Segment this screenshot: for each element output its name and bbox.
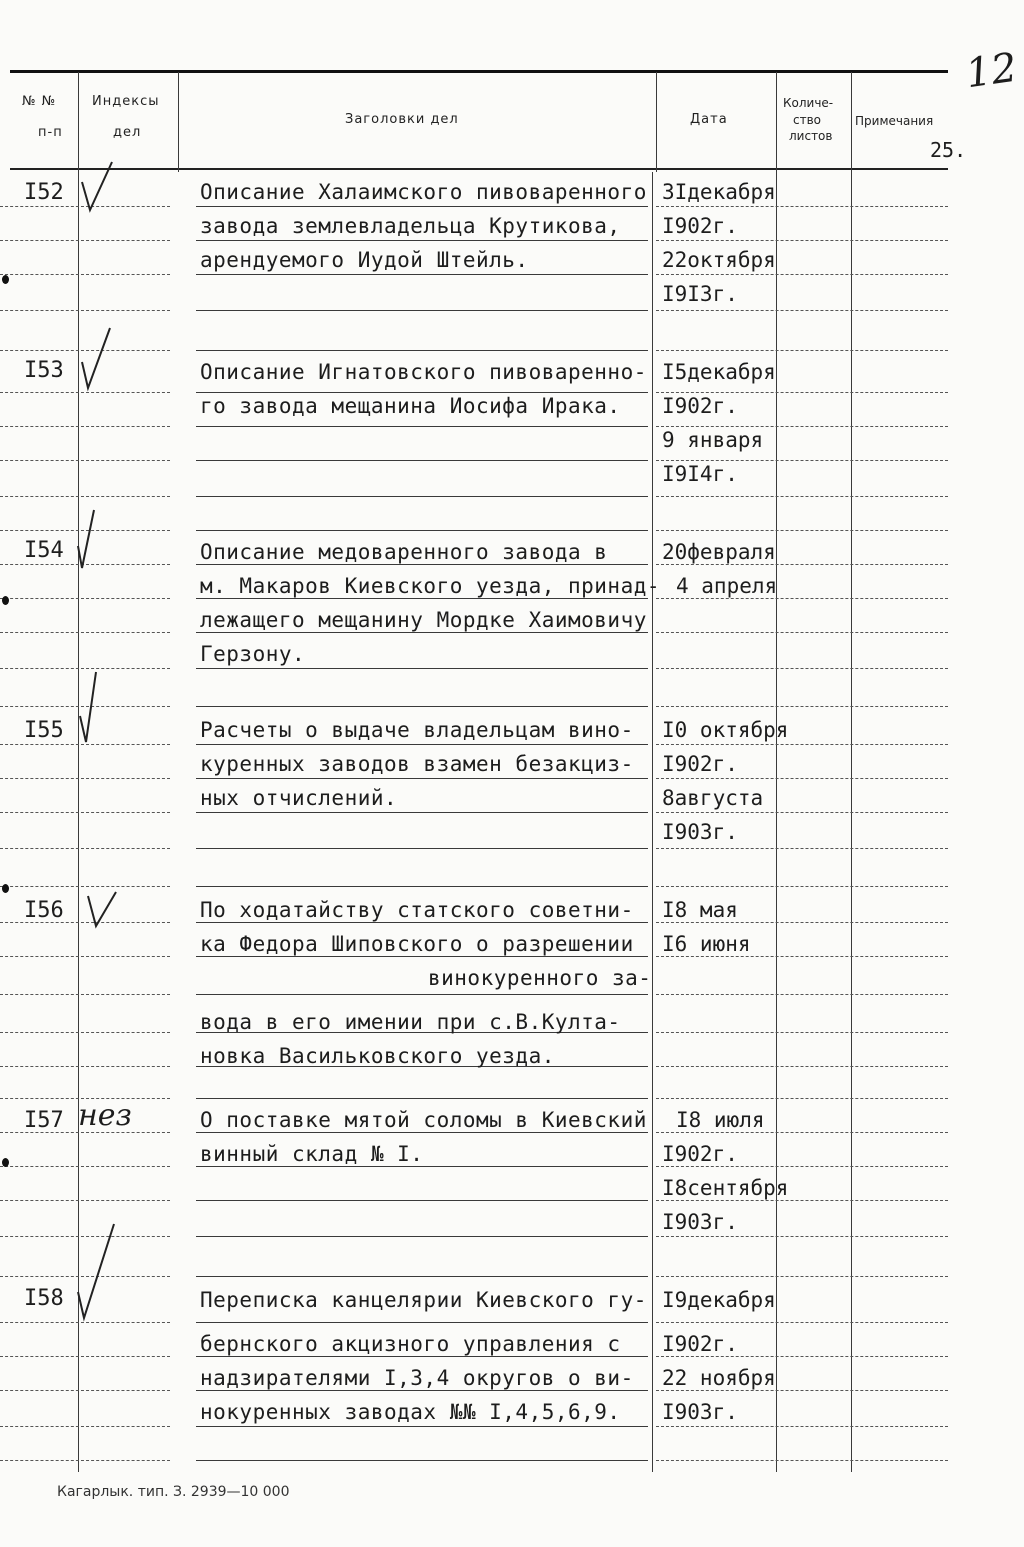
index-handwritten-mark: нез <box>78 1098 132 1133</box>
row-rule-margin <box>0 1066 170 1067</box>
entry-title-line: Расчеты о выдаче владельцам вино- <box>200 718 634 742</box>
header-num-line2: п-п <box>38 125 63 140</box>
row-rule-right <box>656 1460 948 1461</box>
row-rule-margin <box>0 1322 170 1323</box>
entry-title-line: нокуренных заводах №№ I,4,5,6,9. <box>200 1400 621 1424</box>
row-rule-right <box>656 598 948 599</box>
row-rule <box>196 922 648 923</box>
row-rule-right <box>656 1356 948 1357</box>
row-rule-right <box>656 1390 948 1391</box>
entry-date: 3Iдекабря <box>662 180 776 204</box>
row-rule-margin <box>0 956 170 957</box>
row-rule-right <box>656 496 948 497</box>
entry-date: I903г. <box>662 820 738 844</box>
entry-title-line: ных отчислений. <box>200 786 398 810</box>
row-rule <box>196 1276 648 1277</box>
row-rule <box>196 392 648 393</box>
top-rule <box>10 70 948 73</box>
row-rule-right <box>656 240 948 241</box>
entry-date: I0 октября <box>662 718 789 742</box>
margin-mark <box>2 884 9 893</box>
row-rule-right <box>656 1032 948 1033</box>
checkmark-icon <box>78 160 118 220</box>
row-rule <box>196 1236 648 1237</box>
row-rule <box>196 1132 648 1133</box>
entry-date: I903г. <box>662 1400 738 1424</box>
row-rule-margin <box>0 274 170 275</box>
entry-date: I902г. <box>662 394 738 418</box>
row-rule <box>196 460 648 461</box>
row-rule-margin <box>0 778 170 779</box>
entry-title-line: Описание медоваренного завода в <box>200 540 608 564</box>
row-rule-right <box>656 1426 948 1427</box>
entry-date: I902г. <box>662 1142 738 1166</box>
entry-date: I8 июля <box>676 1108 765 1132</box>
row-rule-right <box>656 1098 948 1099</box>
margin-mark <box>2 596 9 605</box>
row-rule <box>196 564 648 565</box>
row-rule-margin <box>0 240 170 241</box>
row-rule-right <box>656 668 948 669</box>
page-number: 12 <box>963 44 1020 98</box>
column-line-title <box>652 172 653 1472</box>
row-rule-right <box>656 1166 948 1167</box>
checkmark-icon <box>78 326 118 394</box>
column-line-index-header <box>178 72 179 172</box>
row-rule <box>196 1426 648 1427</box>
entry-title-line: завода землевладельца Крутикова, <box>200 214 621 238</box>
row-rule-margin <box>0 496 170 497</box>
row-rule <box>196 706 648 707</box>
row-rule <box>196 1166 648 1167</box>
entry-title-line: вода в его имении при с.В.Култа- <box>200 1010 621 1034</box>
entry-date: I5декабря <box>662 360 776 384</box>
entry-title-line: м. Макаров Киевского уезда, принад- <box>200 574 661 598</box>
entry-title-line: надзирателями I,3,4 округов о ви- <box>200 1366 634 1390</box>
row-rule <box>196 1200 648 1201</box>
entry-date: I903г. <box>662 1210 738 1234</box>
row-rule-right <box>656 426 948 427</box>
row-rule-margin <box>0 994 170 995</box>
row-rule-right <box>656 350 948 351</box>
entry-title-line: О поставке мятой соломы в Киевский <box>200 1108 647 1132</box>
row-rule <box>196 812 648 813</box>
column-line-title-header <box>656 72 657 172</box>
row-rule-margin <box>0 426 170 427</box>
row-rule-right <box>656 744 948 745</box>
entry-title-line: куренных заводов взамен безакциз- <box>200 752 634 776</box>
header-index-line1: Индексы <box>92 94 160 109</box>
row-rule <box>196 426 648 427</box>
entry-date: I6 июня <box>662 932 751 956</box>
row-rule-margin <box>0 1166 170 1167</box>
row-rule-right <box>656 778 948 779</box>
row-rule-right <box>656 956 948 957</box>
entry-title-line: Герзону. <box>200 642 306 666</box>
entry-date: I9декабря <box>662 1288 776 1312</box>
entry-date: 22 ноября <box>662 1366 776 1390</box>
row-rule-margin <box>0 1356 170 1357</box>
entry-title-line: Описание Халаимского пивоваренного <box>200 180 647 204</box>
entry-title-line: лежащего мещанину Мордке Хаимовичу <box>200 608 647 632</box>
entry-title-line: винокуренного за- <box>428 966 652 990</box>
row-rule-margin <box>0 668 170 669</box>
row-rule-margin <box>0 1390 170 1391</box>
row-rule-right <box>656 1132 948 1133</box>
page-subnumber: 25. <box>930 138 967 162</box>
row-rule-margin <box>0 886 170 887</box>
row-rule-right <box>656 206 948 207</box>
row-rule <box>196 744 648 745</box>
entry-date: I902г. <box>662 214 738 238</box>
entry-date: I8сентября <box>662 1176 789 1200</box>
header-title: Заголовки дел <box>345 112 459 127</box>
row-rule-right <box>656 886 948 887</box>
row-rule-right <box>656 812 948 813</box>
checkmark-icon <box>74 508 114 574</box>
header-notes: Примечания <box>855 114 934 128</box>
header-count-line2: ство <box>793 113 822 127</box>
entry-title-line: бернского акцизного управления с <box>200 1332 621 1356</box>
entry-title-line: винный склад № I. <box>200 1142 424 1166</box>
row-rule <box>196 496 648 497</box>
row-rule-right <box>656 706 948 707</box>
row-rule-margin <box>0 310 170 311</box>
header-count-line3: листов <box>789 129 833 143</box>
row-rule-right <box>656 1066 948 1067</box>
entry-number: I58 <box>24 1286 64 1311</box>
entry-date: 9 января <box>662 428 764 452</box>
row-rule-margin <box>0 632 170 633</box>
row-rule <box>196 668 648 669</box>
header-count-line1: Количе- <box>783 96 834 110</box>
row-rule-right <box>656 1276 948 1277</box>
entry-date: 4 апреля <box>676 574 778 598</box>
row-rule <box>196 1322 648 1323</box>
entry-number: I52 <box>24 180 64 205</box>
entry-number: I57 <box>24 1108 64 1133</box>
row-rule-right <box>656 1200 948 1201</box>
row-rule <box>196 206 648 207</box>
entry-number: I55 <box>24 718 64 743</box>
row-rule-right <box>656 1236 948 1237</box>
row-rule-right <box>656 994 948 995</box>
row-rule <box>196 1390 648 1391</box>
checkmark-icon <box>86 890 122 930</box>
entry-title-line: По ходатайству статского советни- <box>200 898 634 922</box>
row-rule-right <box>656 460 948 461</box>
entry-title-line: ка Федора Шиповского о разрешении <box>200 932 634 956</box>
row-rule-margin <box>0 1426 170 1427</box>
entry-number: I53 <box>24 358 64 383</box>
row-rule <box>196 350 648 351</box>
column-line-count <box>851 72 852 1472</box>
row-rule <box>196 530 648 531</box>
row-rule <box>196 598 648 599</box>
row-rule <box>196 1098 648 1099</box>
row-rule <box>196 994 648 995</box>
row-rule <box>196 310 648 311</box>
entry-date: 8августа <box>662 786 764 810</box>
row-rule <box>196 274 648 275</box>
entry-title-line: Описание Игнатовского пивоваренно- <box>200 360 647 384</box>
row-rule-margin <box>0 1032 170 1033</box>
row-rule-margin <box>0 598 170 599</box>
row-rule-right <box>656 530 948 531</box>
row-rule-right <box>656 632 948 633</box>
entry-title-line: Переписка канцелярии Киевского гу- <box>200 1288 647 1312</box>
entry-date: I9I4г. <box>662 462 738 486</box>
entry-title-line: новка Васильковского уезда. <box>200 1044 555 1068</box>
header-num-line1: № № <box>22 94 57 109</box>
row-rule-right <box>656 310 948 311</box>
row-rule <box>196 1460 648 1461</box>
checkmark-icon <box>76 670 116 746</box>
row-rule <box>196 886 648 887</box>
entry-date: I9I3г. <box>662 282 738 306</box>
row-rule-margin <box>0 1200 170 1201</box>
row-rule-right <box>656 564 948 565</box>
row-rule <box>196 632 648 633</box>
entry-number: I54 <box>24 538 64 563</box>
row-rule <box>196 1356 648 1357</box>
row-rule <box>196 848 648 849</box>
entry-date: I8 мая <box>662 898 738 922</box>
row-rule <box>196 956 648 957</box>
row-rule-right <box>656 392 948 393</box>
column-line-date <box>776 72 777 1472</box>
row-rule-right <box>656 274 948 275</box>
printer-imprint: Кагарлык. тип. З. 2939—10 000 <box>57 1484 290 1500</box>
entry-date: 22октября <box>662 248 776 272</box>
margin-mark <box>2 1158 9 1167</box>
entry-date: 20февраля <box>662 540 776 564</box>
header-date: Дата <box>690 112 728 127</box>
margin-mark <box>2 275 9 284</box>
entry-date: I902г. <box>662 752 738 776</box>
entry-title-line: го завода мещанина Иосифа Ирака. <box>200 394 621 418</box>
entry-title-line: арендуемого Иудой Штейль. <box>200 248 529 272</box>
row-rule-margin <box>0 848 170 849</box>
row-rule-right <box>656 848 948 849</box>
row-rule-margin <box>0 1460 170 1461</box>
header-index-line2: дел <box>113 125 142 140</box>
row-rule-right <box>656 1322 948 1323</box>
row-rule <box>196 778 648 779</box>
row-rule-right <box>656 922 948 923</box>
row-rule-margin <box>0 460 170 461</box>
row-rule-margin <box>0 812 170 813</box>
header-rule <box>10 168 948 170</box>
entry-date: I902г. <box>662 1332 738 1356</box>
checkmark-icon <box>74 1222 122 1322</box>
row-rule <box>196 240 648 241</box>
entry-number: I56 <box>24 898 64 923</box>
